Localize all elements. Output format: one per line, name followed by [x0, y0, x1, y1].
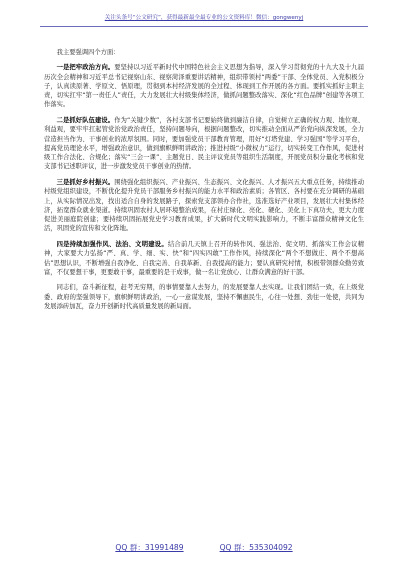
section-paragraph-2	[44, 116, 364, 172]
section-heading-4: 四是持续加强作风、法治、文明建设。	[56, 240, 168, 248]
closing-paragraph: 同志们，奋斗新征程，赶考无穷期，的事情要靠人去努力，的发展要靠人去实现。让我们团结一致，在上级党委、政府的坚强领导下，旗帜鲜明讲政治，一心一意谋发展，坚持不懈惠民生，心往一处想、劲往一处使，共同为发展添砖加瓦，奋力开创新时代高质量发展的新局面。	[44, 284, 364, 310]
footer-contacts	[40, 543, 368, 553]
section-paragraph-1	[44, 63, 364, 109]
qq-group-link-2[interactable]: QQ 群：535304092	[219, 543, 293, 552]
section-paragraph-4	[44, 240, 364, 277]
section-body-1: 要坚持以习近平新时代中国特色社会主义思想为指导，深入学习贯彻党的十九大及十九届历次全会精神和习近平总书记视察山东、视察菏泽重要讲话精神，组织带领村“两委”干部、全体党员、入党积极分子，认真读原著、学原文、悟原理，贯彻到本村经济发展的全过程、体现到工作开展的各方面。要抓实抓好主职主责，切实扛牢“第一责任人”责任，大力发展壮大村级集体经济，做抓问题整改落实、深化“红色品牌”创建等各项工作落实。	[44, 64, 365, 109]
intro-paragraph: 我主要强调四个方面：	[56, 49, 120, 56]
section-heading-3: 三是抓好乡村振兴。	[56, 178, 115, 186]
document-body	[44, 48, 364, 317]
section-body-3: 围绕强化组织振兴、产业振兴、生态振兴、文化振兴、人才振兴五大重点任务，持续推动村级党组织建设，不断优化提升党员干部服务乡村振兴的能力水平和政治素质；各管区、各村要在充分调研的基础上，从实际情况出发，找出适合自身的发展路子，探索党支部领办合作社，选准选好产业项目，发展壮大村集体经济，拓宽群众就业渠道。持续巩固农村人居环境整治成果，在村庄绿化、亮化、硬化、美化上下真功夫，更大力度促进美丽庭院创建；要持续巩固拓展党史学习教育成果，扩大新时代文明实践影响力，不断丰富群众精神文化生活，巩固党的宣传和文化阵地。	[44, 178, 365, 233]
section-heading-1: 一是把牢政治方向。	[56, 64, 115, 72]
section-body-2: 作为“关键少数”，各村支部书记要始终做到廉洁自律，自觉树立正确的权力观、地位观、利益观，要牢牢扛起管党治党政治责任，坚持问题导向，根据问题整改，切实推动全面从严治党向纵深发展，全力营造担当作为、干事创业的浓厚氛围。同时，要加强党员干部教育管理，用好“灯塔党建、学习强国”等学习平台，提高党员理论水平，增强政治意识，做到旗帜鲜明讲政治；推进村级“小微权力”运行，切实转变工作作风，促进村级工作合法化、合规化；落实“三会一课”、主题党日、民主评议党员等组织生活制度，开展党员积分量化考核和党支部书记述职评议，进一步激发党员干事创业的热情。	[44, 116, 365, 171]
section-body-4: 结合前几天镇上召开的转作风、强法治、促文明、抓落实工作会议精神，大家要大力弘扬“严、真、学、细、实、快”和“四实四敢”工作作风，持续深化“两个不想做庄、两个不想高估”思想认识，不断增强自我净化、自我完善、自我革新、自我提高的能力；要认真研究村情，积极带领群众勤劳致富，不仅要想干事，更要敢干事，最重要的是干成事，做一名让党放心、让群众满意的好干部。	[44, 240, 365, 276]
section-paragraph-3	[44, 178, 364, 234]
section-heading-2: 二是抓好队伍建设。	[56, 116, 115, 124]
watermark-header[interactable]: 关注头条号“公文研究”，获得最新最全最专业的公文资料库！微信：gongwenyj	[104, 15, 304, 21]
qq-group-link-1[interactable]: QQ 群：31991489	[115, 543, 184, 552]
header-divider	[40, 26, 368, 27]
